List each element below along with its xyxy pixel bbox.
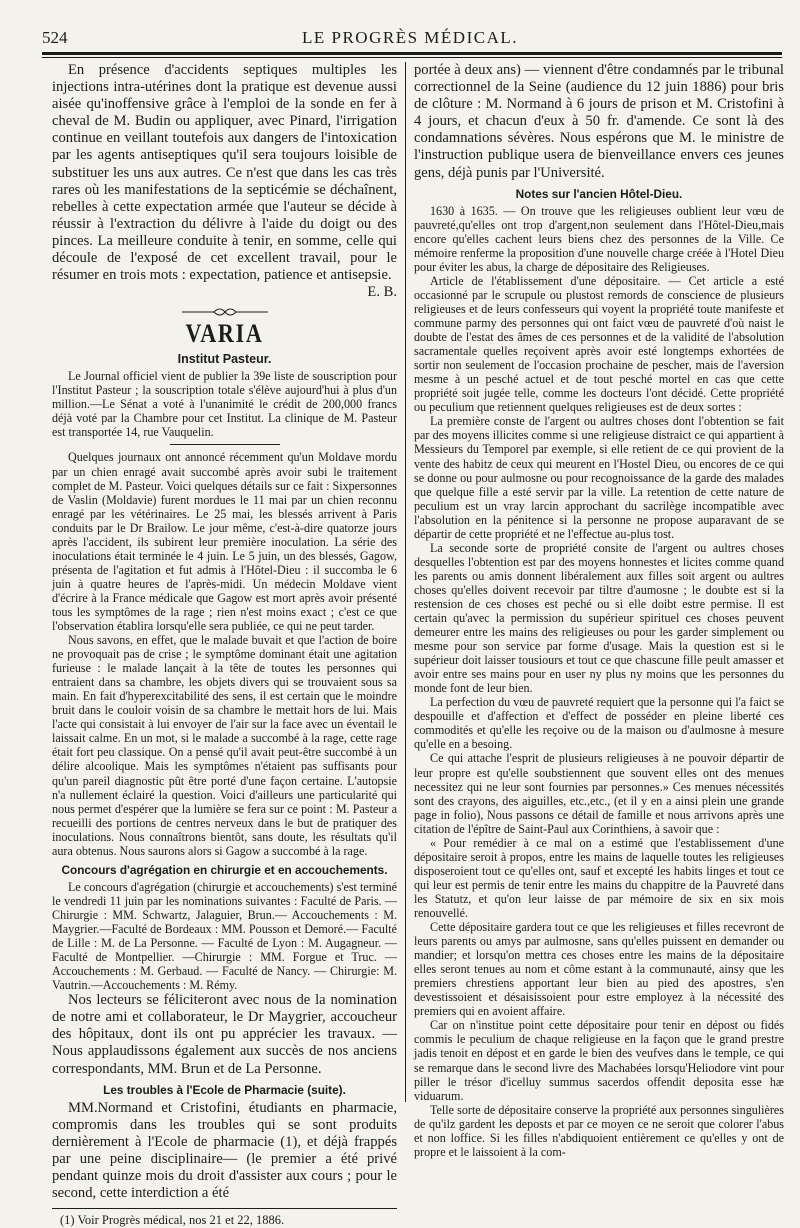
notes-paragraph-8: Cette dépositaire gardera tout ce que les religieuses et filles recevront de leurs parents ou amys par aulmosne, sans qu'elles puissent en demander ou mandier; et lorsqu'on mettra ces choses entre les mains de la dépositaire elles seront tenues au nom et côme estant à la communauté, ainsy que les premiers chrestiens apportant leur bien au pied des apostres, s'en devestissoient et désaisissoient pour estre employez à la nécessité des premiers qui en avoient affaire. [414,920,784,1019]
section-title-varia: VARIA [185,319,264,349]
page-number: 524 [42,28,68,47]
short-divider [170,444,280,445]
page-header [42,28,778,52]
notes-paragraph-6: Ce qui attache l'esprit de plusieurs religieuses à ne pouvoir départir de leur propre est qu'elle soubstiennent que souvent elles ont des menues necessitez qui ne leur sont fournies par personnes.» Ces menues nécessités sont des crayons, des aiguilles, etc.,etc., (et il y en a ainsi plein une grande page in folio), Nous passons ce détail de famille et nous arrivons après une citation de l'épître de Saint-Paul aux Corinthiens, à savoir que : [414,751,784,836]
troubles-paragraph: MM.Normand et Cristofini, étudiants en pharmacie, compromis dans les troubles qui se sont produits dernièrement à l'Ecole de pharmacie (1), et déjà frappés par une peine disciplinaire— (le premier a été privé pendant quinze mois du droit d'assister aux cours ; pour le second, cette interdiction a été [52,1099,397,1202]
notes-paragraph-7: « Pour remédier à ce mal on a estimé que l'establissement d'une dépositaire seroit à propos, entre les mains de laquelle toutes les religieuses disposeroient tout ce qu'elles ont, sauf et excepté les habits linges et tout ce qui leur est permis de tenir entre les mains du chappitre de la Pauvreté dans les Statutz, et qu'on leur laisse de par mémoire de six en six mois renouvellé. [414,835,784,920]
institut-paragraph-3: Nous savons, en effet, que le malade buvait et que l'action de boire ne provoquait pas de crise ; le symptôme dominant était une agitation furieuse : le malade lançait à la tête de toutes les personnes qui entraient dans sa chambre, les objets divers qui se trouvaient sous sa main. En fait d'hyperexcitabilité des sens, il est certain que le moindre bruit dans le couloir voisin de sa chambre le mettait hors de lui. Mais l'acte qui consistait à lui envoyer de l'air sur la face avec un éventail le laissait calme. En un mot, si le malade a succombé à la rage, cette rage était fort peu classique. On a pensé qu'il avait peut-être succombé à un délire alcoolique. Mais les symptômes n'étaient pas suffisants pour qu'un pareil diagnostic pût être porté d'une façon certaine. L'autopsie n'a nullement éclairé la question. Voici d'ailleurs une particularité qui nous permet d'espérer que la lumière se fera sur ce point : M. Pasteur a recueilli des portions de centres nerveux dans le but de pratiquer des inoculations. Nous connaîtrons bientôt, sans doute, les résultats qu'il aura obtenus. Nous saurons alors si Gagow a succombé à la rage. [52,633,397,858]
pharmacie-continuation: portée à deux ans) — viennent d'être condamnés par le tribunal correctionnel de la Seine (audience du 12 juin 1886) pour bris de clôture : M. Normand à 6 jours de prison et M. Cristofini à 4 jours, et chacun d'eux à 50 fr. d'amende. Ce sont là des condamnations sévères. Nous espérons que M. le ministre de l'instruction publique usera de bienveillance envers ces jeunes gens, déjà punis par l'Université. [414,62,784,181]
footnote: (1) Voir Progrès médical, nos 21 et 22, 1886. [60,1213,285,1228]
running-title: LE PROGRÈS MÉDICAL. [302,28,518,47]
header-rule-thin [42,57,782,58]
notes-paragraph-10: Telle sorte de dépositaire conserve la propriété aux personnes singulières de qu'ilz gardent les deposts et par ce moyen ce ne seroit que colorer l'abus et non loffice. Si les filles n'abdiquoient entièrement ce qu'elles y ont de propre et le laissoient à la com- [414,1102,784,1159]
heading-troubles-pharmacie: Les troubles à l'Ecole de Pharmacie (suite). [103,1082,346,1097]
notes-paragraph-1: 1630 à 1635. — On trouve que les religieuses oublient leur vœu de pauvreté,qu'elles ont trop d'argent,non seulement dans l'Hôtel-Dieu,mais encore qu'elles cachent leurs biens chez des personnes de la Ville. Ce mémoire renferme la proposition d'une nouvelle charge créée à l'Hotel Dieu pour éviter les abus, la charge de dépositaire des Religieuses. [414,203,784,274]
header-rule [42,52,782,55]
intro-paragraph: En présence d'accidents septiques multiples les injections intra-utérines dont la pratique est devenue aussi aisée qu'inoffensive grâce à l'emploi de la sonde en fer à cheval de M. Budin ou appliquer, avec Pinard, l'irrigation continue en veillant toutefois aux dangers de l'intoxication par les agents antiseptiques qu'il sera toujours loisible de substituer les uns aux autres. Ce n'est que dans les cas très rares où les manifestations de la septicémie se déchaînent, rebelles à cette expectation armée que l'auteur se décide à réussir à l'extraction du délivre à l'aide du doigt ou des pinces. La meilleure conduite à tenir, en somme, celle qui découle de l'exposé de cet excellent travail, pour le résumer en trois mots : expectation, patience et antisepsie. [52,62,397,284]
left-column [52,62,397,1228]
concours-paragraph-1: Le concours d'agrégation (chirurgie et accouchements) s'est terminé le vendredi 11 juin par les nominations suivantes : Faculté de Paris. — Chirurgie : MM. Schwartz, Jalaguier, Brun.— Accouchements : M. Maygrier.—Faculté de Bordeaux : MM. Pousson et Demoré.— Faculté de Lille : M. de La Personne. — Faculté de Lyon : M. Augagneur. — Faculté de Montpellier. —Chirurgie : MM. Forgue et Truc. — Accouchements : M. Gerbaud. — Faculté de Nancy. — Chirurgie: M. Vautrin.—Accouchements : M. Rémy. [52,879,397,993]
heading-notes-hotel-dieu: Notes sur l'ancien Hôtel-Dieu. [515,186,683,201]
notes-paragraph-3: La première conste de l'argent ou aultres choses dont l'obtention se fait par des moyens illicites comme si une religieuse distraict ce qui appartient à Messieurs du Temporel par exemple, si elle retient de ce qui provient de la vente des habitz de ceux qui meurent en l'Hostel Dieu, ou encores de ce qui se donne ou pour aulmosne ou pour recognoissance de la garde des malades que quelque fille a esté servir par la ville. La retention de cette nature de peculium est un vray larcin approchant du sacrilège incompatible avec l'absolution en la pénitence si la personne ne propose auparavant de se départir de cette propriété et ne l'effectue au-plus tost. [414,414,784,541]
heading-institut-pasteur: Institut Pasteur. [177,352,272,367]
concours-paragraph-2: Nos lecteurs se féliciteront avec nous de la nomination de notre ami et collaborateur, le Dr Maygrier, accoucheur des hôpitaux, dont ils ont pu apprécier les travaux. — Nous applaudissons également aux succès de nos anciens correspondants, MM. Brun et de La Personne. [52,992,397,1077]
column-divider [405,62,406,1102]
notes-paragraph-4: La seconde sorte de propriété consite de l'argent ou aultres choses desquelles l'obtention est par des moyens honnestes et licites comme quand les parents ou amis donnent libéralement aux filles soit argent ou aultres choses qu'elles doivent recevoir par tiltre d'aumosne ; le doubte est si la restension de ces choses est peché ou si elle doibt estre permise. Il est certain qu'avec la permission du supérieur spirituel ces choses peuvent demeurer entre les mains des religieuses ou pour les garder simplement ou mesme pour son service par forme d'usage. Mais la question est si le supérieur doit laisser tousiours et tout ce que chascune fille peult amasser et avoir entre ses mains pour en user ny plus ny moins que les personnes du monde font de leur bien. [414,540,784,696]
author-signature: E. B. [367,284,397,301]
right-column [414,62,784,1159]
ornament-divider-icon [52,305,397,317]
notes-paragraph-5: La perfection du vœu de pauvreté requiert que la personne qui l'a faict se despouille et d'affection et d'effect de posséder en pleine liberté ces commodités et qu'elle les reçoive ou de la maison ou d'aulmosne à mesure qu'elle en a besoing. [414,695,784,752]
institut-paragraph-2: Quelques journaux ont annoncé récemment qu'un Moldave mordu par un chien enragé avait succombé après avoir subi le traitement complet de M. Pasteur. Voici quelques détails sur ce fait : Sixpersonnes de Vaslin (Moldavie) furent mordues le 11 mai par un chien reconnu enragé par les vétérinaires. Le 25 mai, les blessés arrivent à Paris conduits par le Dr Brailow. Le jour même, c'est-à-dire quatorze jours après l'accident, ils subirent leur première inoculation. La série des inoculations était terminée le 4 juin. Le 5 juin, un des blessés, Gagow, présenta de l'agitation et fut admis à l'Hôtel-Dieu : il succomba le 6 juin à quatre heures de l'après-midi. Un médecin Moldave vient d'écrire à la France médicale que Gagow est mort après avoir présenté tous les symptômes de la rage ; rien n'est moins exact ; c'est ce que l'observation établira lorsqu'elle sera publiée, ce qui ne peut tarder. [52,450,397,634]
notes-paragraph-2: Article de l'établissement d'une dépositaire. — Cet article a esté occasionné par le scrupule ou plustost remords de conscience de plusieurs religieuses et de leurs confesseurs qui voyent la propriété toute manifeste et commune parmy des personnes qui ont faict vœu de pauvreté d'où naist le doubte de l'estat des âmes de ces personnes et de la validité de l'absolution sacramentale quelles reçoivent après avoir esté longtemps exhortées de sortir non seulement de l'occasion prochaine de pescher, mais de l'aversion mesme à un pesché actuel et de tout pesché mortel en cas que cette propriété soit jugée telle, comme les docteurs l'ont décidé. Cette propriété ou peculium que retiennent quelques religieuses est de deux sortes : [414,273,784,415]
heading-concours: Concours d'agrégation en chirurgie et en accouchements. [61,862,388,877]
institut-paragraph-1: Le Journal officiel vient de publier la 39e liste de souscription pour l'Institut Pasteur ; la souscription totale s'élève aujourd'hui à plus d'un million.—Le Sénat a voté à l'unanimité le crédit de 200,000 francs déjà voté par la Chambre pour cet Institut. La clinique de M. Pasteur est transportée 14, rue Vauquelin. [52,369,397,440]
footnote-rule [52,1208,397,1209]
notes-paragraph-9: Car on n'institue point cette dépositaire pour tenir en dépost ou fidés commis le peculium de chaque religieuse en la façon que le grand prestre jadis tenoit en dépost et en garde le bien des veufves dans le temple, ce qui se remarque dans le second livre des Machabées lorsqu'Heliodore vint pour piller le trésor d'icelluy summus sacerdos offendit deposita esse hæ viduarum. [414,1018,784,1103]
